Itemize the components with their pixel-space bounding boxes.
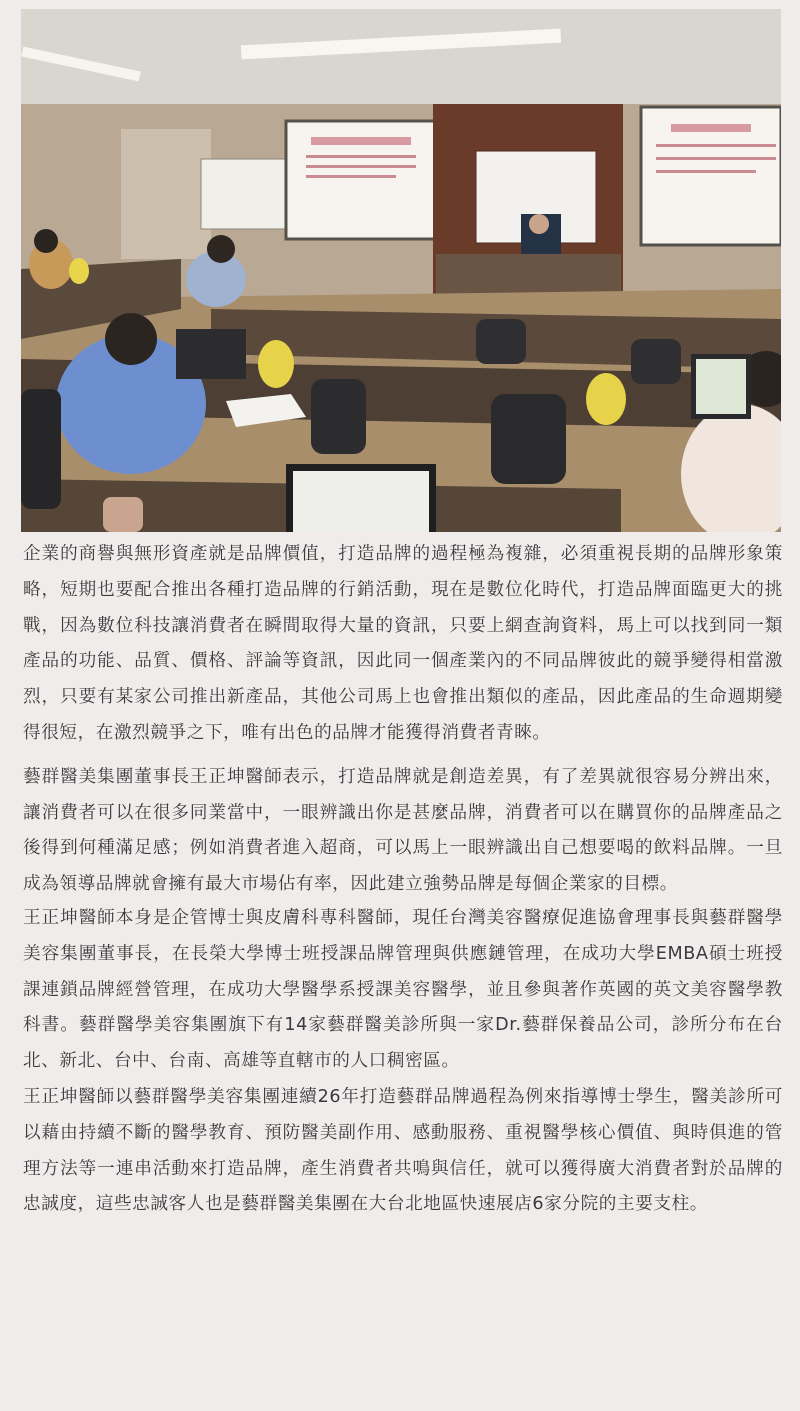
article-paragraph-4: 王正坤醫師以藝群醫學美容集團連續26年打造藝群品牌過程為例來指導博士學生，醫美診所可以藉由持續不斷的醫學教育、預防醫美副作用、感動服務、重視醫學核心價值、與時俱進的管理方法等一連串活動來打造品牌，產生消費者共鳴與信任，就可以獲得廣大消費者對於品牌的忠誠度，這些忠誠客人也是藝群醫美集團在大台北地區快速展店6家分院的主要支柱。 bbox=[23, 1086, 783, 1215]
article-paragraph-3: 王正坤醫師本身是企管博士與皮膚科專科醫師，現任台灣美容醫療促進協會理事長與藝群醫學美容集團董事長，在長榮大學博士班授課品牌管理與供應鏈管理，在成功大學EMBA碩士班授課連鎖品牌經營管理，在成功大學醫學系授課美容醫學，並且參與著作英國的英文美容醫學教科書。藝群醫學美容集團旗下有14家藝群醫美診所與一家Dr.藝群保養品公司，診所分布在台北、新北、台中、台南、高雄等直轄市的人口稠密區。 bbox=[23, 907, 783, 1072]
article-paragraph-1: 企業的商譽與無形資產就是品牌價值，打造品牌的過程極為複雜，必須重視長期的品牌形象策略，短期也要配合推出各種打造品牌的行銷活動，現在是數位化時代，打造品牌面臨更大的挑戰，因為數位科技讓消費者在瞬間取得大量的資訊，只要上網查詢資料，馬上可以找到同一類產品的功能、品質、價格、評論等資訊，因此同一個產業內的不同品牌彼此的競爭變得相當激烈，只要有某家公司推出新產品，其他公司馬上也會推出類似的產品，因此產品的生命週期變得很短，在激烈競爭之下，唯有出色的品牌才能獲得消費者青睞。 bbox=[23, 544, 783, 743]
article-paragraph-2: 藝群醫美集團董事長王正坤醫師表示，打造品牌就是創造差異，有了差異就很容易分辨出來，讓消費者可以在很多同業當中，一眼辨識出你是甚麼品牌，消費者可以在購買你的品牌產品之後得到何種滿足感；例如消費者進入超商，可以馬上一眼辨識出自己想要喝的飲料品牌。一旦成為領導品牌就會擁有最大市場佔有率，因此建立強勢品牌是每個企業家的目標。 bbox=[23, 766, 783, 895]
article-body bbox=[23, 537, 783, 1223]
lecture-classroom-photo bbox=[21, 9, 781, 532]
